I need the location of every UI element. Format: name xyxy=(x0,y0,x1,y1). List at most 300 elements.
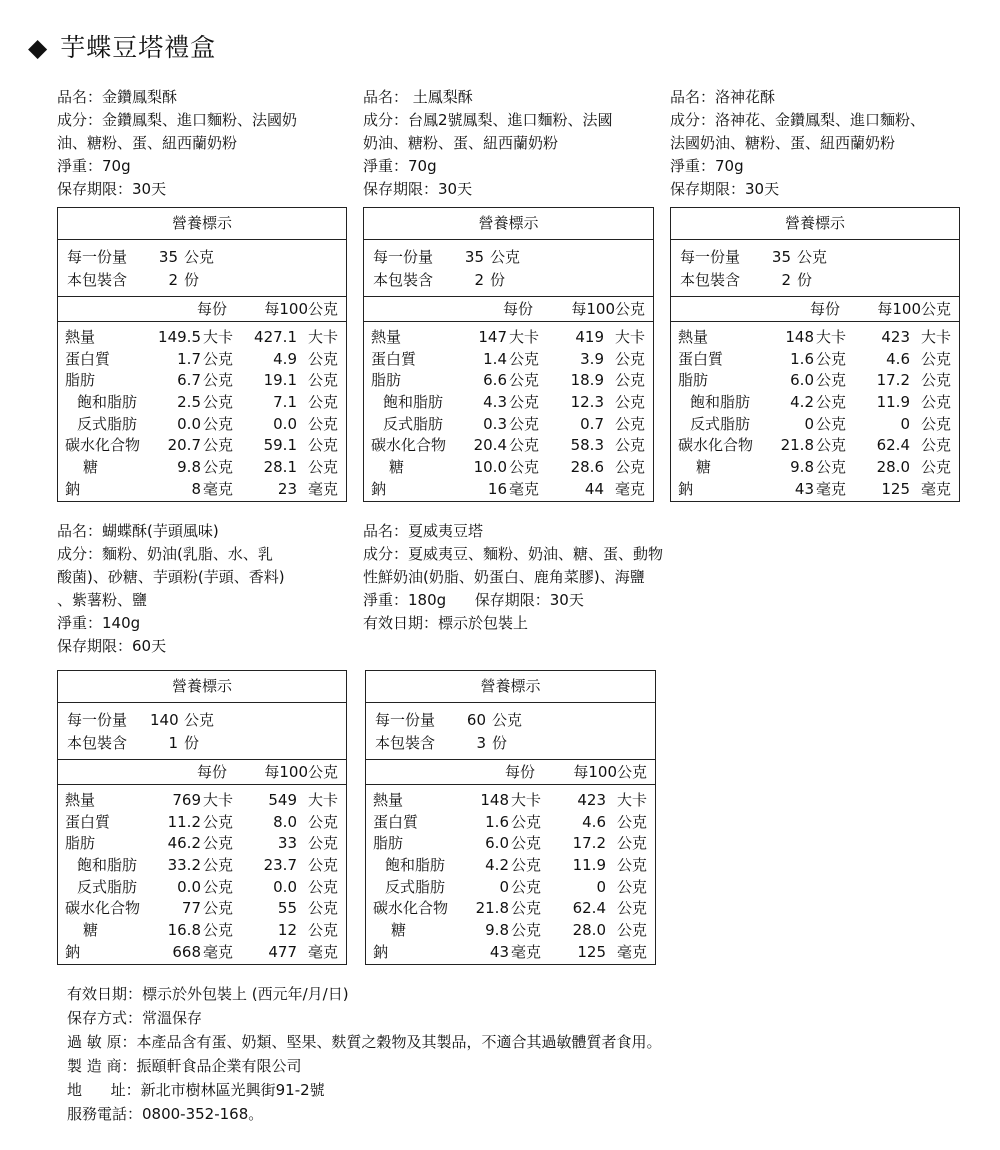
nutrient-name: 脂肪 xyxy=(371,371,402,390)
per-100g-value: 28.0 xyxy=(876,458,910,477)
nutrient-name: 碳水化合物 xyxy=(373,899,449,918)
product-info-line: 品名：蝴蝶酥(芋頭風味) xyxy=(57,522,219,540)
per-serving-unit: 公克 xyxy=(203,371,234,390)
per-100g-value: 17.2 xyxy=(876,371,910,390)
per-100g-unit: 公克 xyxy=(307,812,338,831)
per-serving-unit: 公克 xyxy=(203,877,234,896)
per-serving-unit: 大卡 xyxy=(511,791,542,809)
diamond-bullet-icon: ◆ xyxy=(28,33,49,62)
per-serving-unit: 公克 xyxy=(509,414,540,433)
per-100g-value: 4.6 xyxy=(886,349,910,368)
product-info-line: 成分：台鳳2號鳳梨、進口麵粉、法國 xyxy=(363,111,613,129)
per-100g-unit: 公克 xyxy=(920,436,951,455)
per-100g-header: 每100公克 xyxy=(877,300,951,318)
per-100g-value: 419 xyxy=(575,328,604,346)
per-serving-value: 9.8 xyxy=(790,458,814,477)
servings-per-pack-row-value: 1 xyxy=(168,734,178,752)
per-100g-unit: 公克 xyxy=(307,877,338,896)
per-serving-unit: 公克 xyxy=(203,899,234,918)
nutrition-title: 營養標示 xyxy=(58,208,346,240)
product-info-line: 淨重：70g xyxy=(363,157,437,175)
nutrient-name: 鈉 xyxy=(65,479,81,498)
nutrient-row xyxy=(58,435,346,457)
per-serving-value: 77 xyxy=(181,899,201,918)
serving-size-row xyxy=(58,709,346,732)
servings-per-pack-row-unit: 份 xyxy=(490,271,506,289)
serving-size-row-label: 每一份量 xyxy=(375,711,436,729)
per-100g-value: 423 xyxy=(881,328,910,346)
per-serving-unit: 公克 xyxy=(816,349,847,368)
nutrient-row xyxy=(58,457,346,479)
product-info-line: 品名：夏威夷豆塔 xyxy=(363,522,484,540)
per-100g-value: 28.1 xyxy=(263,458,297,477)
per-100g-unit: 公克 xyxy=(614,458,645,477)
per-100g-value: 12 xyxy=(277,921,297,940)
per-serving-unit: 公克 xyxy=(203,834,234,853)
per-serving-value: 1.4 xyxy=(483,349,507,368)
nutrient-row xyxy=(364,370,653,392)
nutrient-row xyxy=(58,898,346,920)
product-info-line: 淨重：70g xyxy=(57,157,131,175)
per-serving-unit: 公克 xyxy=(511,877,542,896)
product-info-line: 保存期限：30天 xyxy=(57,180,167,198)
per-serving-unit: 公克 xyxy=(511,921,542,940)
per-serving-value: 8 xyxy=(191,479,201,498)
nutrient-name: 脂肪 xyxy=(373,834,404,853)
product-info-line: 品名：洛神花酥 xyxy=(670,88,776,106)
per-100g-value: 28.0 xyxy=(572,921,606,940)
nutrient-name: 反式脂肪 xyxy=(77,414,138,433)
nutrient-row xyxy=(364,349,653,371)
nutrition-column-headers xyxy=(58,296,346,322)
footer-address: 地 址：新北市樹林區光興街91-2號 xyxy=(67,1081,325,1099)
per-100g-unit: 公克 xyxy=(920,458,951,477)
per-serving-value: 9.8 xyxy=(177,458,201,477)
serving-size-row-unit: 公克 xyxy=(492,711,523,729)
per-serving-unit: 公克 xyxy=(816,371,847,390)
nutrient-row xyxy=(366,920,655,942)
per-100g-unit: 大卡 xyxy=(307,328,338,346)
nutrient-row xyxy=(58,812,346,834)
nutrient-rows xyxy=(58,785,346,964)
per-100g-unit: 公克 xyxy=(614,436,645,455)
nutrient-name: 鈉 xyxy=(371,479,387,498)
nutrient-name: 熱量 xyxy=(373,791,404,809)
servings-per-pack-row-unit: 份 xyxy=(492,734,508,752)
serving-size-row-value: 35 xyxy=(771,248,791,266)
nutrient-name: 飽和脂肪 xyxy=(690,393,751,412)
per-serving-unit: 公克 xyxy=(511,899,542,918)
nutrient-row xyxy=(364,327,653,349)
per-serving-unit: 公克 xyxy=(511,834,542,853)
per-100g-value: 19.1 xyxy=(263,371,297,390)
per-serving-value: 668 xyxy=(172,942,201,961)
nutrient-name: 糖 xyxy=(83,921,99,940)
per-100g-value: 477 xyxy=(268,942,297,961)
per-serving-unit: 毫克 xyxy=(511,942,542,961)
per-serving-value: 0.0 xyxy=(177,414,201,433)
per-100g-unit: 公克 xyxy=(307,921,338,940)
nutrition-column-headers xyxy=(58,759,346,785)
serving-size-row-label: 每一份量 xyxy=(680,248,741,266)
product-info-line: 品名：金鑽鳳梨酥 xyxy=(57,88,178,106)
per-serving-unit: 公克 xyxy=(203,812,234,831)
per-100g-value: 11.9 xyxy=(572,856,606,875)
product-info-line: 成分：麵粉、奶油(乳脂、水、乳 xyxy=(57,545,273,563)
nutrient-row xyxy=(366,855,655,877)
nutrient-row xyxy=(366,898,655,920)
nutrient-rows xyxy=(58,322,346,501)
product-info xyxy=(670,86,925,201)
per-100g-value: 58.3 xyxy=(570,436,604,455)
per-serving-value: 148 xyxy=(480,791,509,809)
per-100g-unit: 公克 xyxy=(307,436,338,455)
nutrient-name: 飽和脂肪 xyxy=(385,856,446,875)
per-100g-value: 62.4 xyxy=(572,899,606,918)
per-100g-value: 7.1 xyxy=(273,393,297,412)
per-100g-unit: 公克 xyxy=(616,834,647,853)
nutrient-name: 蛋白質 xyxy=(678,349,724,368)
per-100g-value: 11.9 xyxy=(876,393,910,412)
per-100g-value: 0 xyxy=(596,877,606,896)
per-serving-unit: 大卡 xyxy=(203,328,234,346)
per-serving-header: 每份 xyxy=(505,763,536,781)
nutrient-name: 反式脂肪 xyxy=(383,414,444,433)
nutrient-name: 鈉 xyxy=(373,942,389,961)
serving-size-row xyxy=(58,246,346,269)
nutrient-name: 糖 xyxy=(391,921,407,940)
product-info-line: 法國奶油、糖粉、蛋、紐西蘭奶粉 xyxy=(670,134,896,152)
per-100g-unit: 公克 xyxy=(614,414,645,433)
per-100g-value: 4.9 xyxy=(273,349,297,368)
servings-per-pack-row xyxy=(58,732,346,755)
per-100g-unit: 公克 xyxy=(616,899,647,918)
nutrient-row xyxy=(58,392,346,414)
per-serving-unit: 公克 xyxy=(203,349,234,368)
per-100g-value: 23 xyxy=(277,479,297,498)
nutrient-row xyxy=(58,833,346,855)
serving-size-row-value: 140 xyxy=(150,711,179,729)
per-100g-unit: 公克 xyxy=(920,393,951,412)
nutrient-row xyxy=(671,457,959,479)
serving-size-row xyxy=(366,709,655,732)
nutrition-column-headers xyxy=(366,759,655,785)
per-serving-unit: 公克 xyxy=(816,393,847,412)
product-info-line: 保存期限：30天 xyxy=(363,180,473,198)
per-serving-unit: 公克 xyxy=(203,856,234,875)
per-serving-unit: 毫克 xyxy=(203,942,234,961)
nutrient-row xyxy=(58,479,346,501)
per-serving-unit: 公克 xyxy=(509,436,540,455)
nutrient-row xyxy=(671,414,959,436)
per-serving-value: 43 xyxy=(794,479,814,498)
nutrient-name: 反式脂肪 xyxy=(690,414,751,433)
servings-per-pack-row-label: 本包裝含 xyxy=(373,271,434,289)
per-100g-value: 4.6 xyxy=(582,812,606,831)
per-100g-unit: 公克 xyxy=(614,349,645,368)
per-100g-unit: 毫克 xyxy=(307,942,338,961)
nutrient-row xyxy=(671,392,959,414)
per-100g-unit: 公克 xyxy=(920,414,951,433)
nutrient-name: 反式脂肪 xyxy=(77,877,138,896)
servings-per-pack-row-unit: 份 xyxy=(797,271,813,289)
per-serving-unit: 公克 xyxy=(511,812,542,831)
per-100g-unit: 公克 xyxy=(307,458,338,477)
nutrient-name: 碳水化合物 xyxy=(371,436,447,455)
per-serving-header: 每份 xyxy=(197,300,228,318)
per-serving-value: 11.2 xyxy=(167,812,201,831)
per-serving-header: 每份 xyxy=(197,763,228,781)
product-info-line: 淨重：180g 保存期限：30天 xyxy=(363,591,584,609)
nutrient-name: 脂肪 xyxy=(65,371,96,390)
per-serving-value: 46.2 xyxy=(167,834,201,853)
per-100g-value: 33 xyxy=(277,834,297,853)
servings-per-pack-row-value: 3 xyxy=(476,734,486,752)
per-100g-value: 0.0 xyxy=(273,877,297,896)
per-serving-value: 1.6 xyxy=(485,812,509,831)
per-serving-value: 9.8 xyxy=(485,921,509,940)
nutrient-row xyxy=(58,855,346,877)
servings-per-pack-row xyxy=(58,269,346,292)
product-info-line: 、紫薯粉、鹽 xyxy=(57,591,148,609)
per-100g-value: 0.7 xyxy=(580,414,604,433)
nutrient-name: 脂肪 xyxy=(65,834,96,853)
serving-size-row xyxy=(364,246,653,269)
per-serving-value: 16 xyxy=(487,479,507,498)
serving-size-row-value: 35 xyxy=(158,248,178,266)
nutrient-name: 糖 xyxy=(83,458,99,477)
serving-size-row-label: 每一份量 xyxy=(67,248,128,266)
serving-size-row-label: 每一份量 xyxy=(373,248,434,266)
per-serving-value: 21.8 xyxy=(780,436,814,455)
servings-per-pack-row-value: 2 xyxy=(781,271,791,289)
nutrient-name: 碳水化合物 xyxy=(678,436,754,455)
nutrition-title: 營養標示 xyxy=(364,208,653,240)
per-serving-unit: 公克 xyxy=(816,414,847,433)
nutrient-row xyxy=(364,479,653,501)
nutrition-title: 營養標示 xyxy=(366,671,655,703)
nutrition-table xyxy=(363,207,654,502)
nutrition-column-headers xyxy=(671,296,959,322)
servings-per-pack-row-unit: 份 xyxy=(184,271,200,289)
nutrient-name: 熱量 xyxy=(65,791,96,809)
product-info-line: 淨重：70g xyxy=(670,157,744,175)
servings-per-pack-row-label: 本包裝含 xyxy=(67,734,128,752)
nutrient-name: 飽和脂肪 xyxy=(383,393,444,412)
per-100g-header: 每100公克 xyxy=(573,763,647,781)
per-serving-unit: 公克 xyxy=(511,856,542,875)
footer-expiry: 有效日期：標示於外包裝上 (西元年/月/日) xyxy=(67,985,349,1003)
serving-size-row-unit: 公克 xyxy=(797,248,828,266)
nutrient-row xyxy=(364,392,653,414)
nutrient-name: 反式脂肪 xyxy=(385,877,446,896)
serving-size-row xyxy=(671,246,959,269)
per-serving-value: 21.8 xyxy=(475,899,509,918)
footer-manufacturer: 製 造 商：振頤軒食品企業有限公司 xyxy=(67,1057,302,1075)
nutrient-row xyxy=(364,414,653,436)
nutrient-row xyxy=(58,414,346,436)
per-100g-unit: 公克 xyxy=(307,856,338,875)
per-100g-unit: 公克 xyxy=(614,371,645,390)
nutrition-table xyxy=(670,207,960,502)
per-serving-value: 20.4 xyxy=(473,436,507,455)
nutrient-row xyxy=(366,833,655,855)
per-serving-unit: 毫克 xyxy=(509,479,540,498)
serving-size-row-unit: 公克 xyxy=(490,248,521,266)
per-100g-unit: 毫克 xyxy=(920,479,951,498)
servings-per-pack-row-label: 本包裝含 xyxy=(375,734,436,752)
nutrient-name: 蛋白質 xyxy=(65,812,111,831)
per-100g-value: 0 xyxy=(900,414,910,433)
product-info-line: 品名： 土鳳梨酥 xyxy=(363,88,473,106)
nutrient-row xyxy=(671,327,959,349)
per-serving-unit: 公克 xyxy=(203,458,234,477)
per-serving-value: 149.5 xyxy=(158,328,201,346)
nutrition-title: 營養標示 xyxy=(671,208,959,240)
servings-per-pack-row-unit: 份 xyxy=(184,734,200,752)
page-title-text: 芋蝶豆塔禮盒 xyxy=(60,33,217,62)
per-serving-unit: 公克 xyxy=(203,414,234,433)
per-100g-unit: 大卡 xyxy=(616,791,647,809)
nutrient-row xyxy=(58,877,346,899)
footer-phone: 服務電話：0800-352-168。 xyxy=(67,1105,264,1123)
footer-storage: 保存方式：常溫保存 xyxy=(67,1009,203,1027)
per-100g-unit: 公克 xyxy=(920,349,951,368)
nutrient-name: 糖 xyxy=(389,458,405,477)
nutrition-title: 營養標示 xyxy=(58,671,346,703)
per-100g-unit: 公克 xyxy=(616,877,647,896)
servings-per-pack-row-label: 本包裝含 xyxy=(680,271,741,289)
nutrient-name: 蛋白質 xyxy=(65,349,111,368)
footer-info xyxy=(67,982,662,1126)
per-serving-unit: 大卡 xyxy=(816,328,847,346)
nutrient-name: 鈉 xyxy=(65,942,81,961)
per-100g-unit: 毫克 xyxy=(616,942,647,961)
per-serving-value: 6.0 xyxy=(790,371,814,390)
nutrient-row xyxy=(671,349,959,371)
per-serving-value: 6.6 xyxy=(483,371,507,390)
nutrient-row xyxy=(58,942,346,964)
per-serving-value: 20.7 xyxy=(167,436,201,455)
per-100g-value: 59.1 xyxy=(263,436,297,455)
nutrient-row xyxy=(671,435,959,457)
nutrient-row xyxy=(366,942,655,964)
nutrient-name: 蛋白質 xyxy=(371,349,417,368)
serving-size-row-unit: 公克 xyxy=(184,711,215,729)
per-100g-unit: 毫克 xyxy=(614,479,645,498)
per-serving-unit: 公克 xyxy=(509,371,540,390)
nutrition-table xyxy=(57,207,347,502)
per-100g-unit: 公克 xyxy=(307,371,338,390)
product-info-line: 有效日期：標示於包裝上 xyxy=(363,614,529,632)
product-info-line: 成分：夏威夷豆、麵粉、奶油、糖、蛋、動物 xyxy=(363,545,664,563)
per-100g-unit: 公克 xyxy=(307,393,338,412)
per-100g-value: 28.6 xyxy=(570,458,604,477)
page-title xyxy=(28,28,216,64)
nutrient-name: 糖 xyxy=(696,458,712,477)
per-100g-value: 17.2 xyxy=(572,834,606,853)
nutrient-row xyxy=(671,370,959,392)
product-info xyxy=(57,520,285,658)
per-100g-unit: 毫克 xyxy=(307,479,338,498)
per-serving-unit: 毫克 xyxy=(816,479,847,498)
per-100g-value: 44 xyxy=(584,479,604,498)
per-serving-value: 10.0 xyxy=(473,458,507,477)
product-info-line: 酸菌)、砂糖、芋頭粉(芋頭、香料) xyxy=(57,568,285,586)
per-serving-value: 0 xyxy=(499,877,509,896)
per-serving-value: 1.6 xyxy=(790,349,814,368)
product-info-line: 保存期限：60天 xyxy=(57,637,167,655)
per-serving-value: 148 xyxy=(785,328,814,346)
nutrient-name: 脂肪 xyxy=(678,371,709,390)
per-serving-unit: 大卡 xyxy=(203,791,234,809)
per-serving-value: 4.2 xyxy=(790,393,814,412)
per-serving-unit: 公克 xyxy=(816,458,847,477)
per-serving-value: 2.5 xyxy=(177,393,201,412)
nutrition-table xyxy=(365,670,656,965)
nutrient-row xyxy=(366,812,655,834)
per-serving-unit: 公克 xyxy=(203,921,234,940)
per-serving-value: 769 xyxy=(172,791,201,809)
nutrient-row xyxy=(671,479,959,501)
per-serving-header: 每份 xyxy=(503,300,534,318)
per-serving-unit: 公克 xyxy=(509,458,540,477)
servings-per-pack-row xyxy=(364,269,653,292)
per-serving-value: 0.3 xyxy=(483,414,507,433)
nutrient-row xyxy=(366,877,655,899)
nutrient-name: 碳水化合物 xyxy=(65,899,141,918)
per-100g-value: 55 xyxy=(277,899,297,918)
per-100g-unit: 公克 xyxy=(920,371,951,390)
product-info-line: 保存期限：30天 xyxy=(670,180,780,198)
product-info xyxy=(57,86,297,201)
per-100g-unit: 大卡 xyxy=(614,328,645,346)
per-serving-value: 33.2 xyxy=(167,856,201,875)
nutrient-row xyxy=(58,327,346,349)
nutrient-row xyxy=(58,920,346,942)
per-100g-header: 每100公克 xyxy=(571,300,645,318)
per-100g-unit: 公克 xyxy=(307,899,338,918)
per-serving-value: 16.8 xyxy=(167,921,201,940)
servings-per-pack-row xyxy=(366,732,655,755)
per-100g-value: 18.9 xyxy=(570,371,604,390)
per-serving-unit: 公克 xyxy=(203,393,234,412)
per-serving-header: 每份 xyxy=(810,300,841,318)
per-serving-value: 147 xyxy=(478,328,507,346)
per-100g-unit: 公克 xyxy=(616,856,647,875)
serving-size-row-label: 每一份量 xyxy=(67,711,128,729)
product-info-line: 奶油、糖粉、蛋、紐西蘭奶粉 xyxy=(363,134,559,152)
per-100g-unit: 大卡 xyxy=(307,791,338,809)
per-serving-value: 0.0 xyxy=(177,877,201,896)
per-100g-value: 23.7 xyxy=(263,856,297,875)
per-serving-unit: 公克 xyxy=(509,393,540,412)
per-serving-value: 0 xyxy=(804,414,814,433)
per-serving-value: 6.0 xyxy=(485,834,509,853)
per-serving-value: 4.2 xyxy=(485,856,509,875)
nutrient-name: 飽和脂肪 xyxy=(77,856,138,875)
per-100g-value: 62.4 xyxy=(876,436,910,455)
nutrient-name: 熱量 xyxy=(65,328,96,346)
per-100g-unit: 公克 xyxy=(614,393,645,412)
per-100g-header: 每100公克 xyxy=(264,300,338,318)
per-100g-unit: 公克 xyxy=(616,921,647,940)
per-100g-unit: 公克 xyxy=(307,834,338,853)
nutrition-column-headers xyxy=(364,296,653,322)
per-serving-unit: 公克 xyxy=(203,436,234,455)
servings-per-pack-row xyxy=(671,269,959,292)
nutrient-name: 飽和脂肪 xyxy=(77,393,138,412)
